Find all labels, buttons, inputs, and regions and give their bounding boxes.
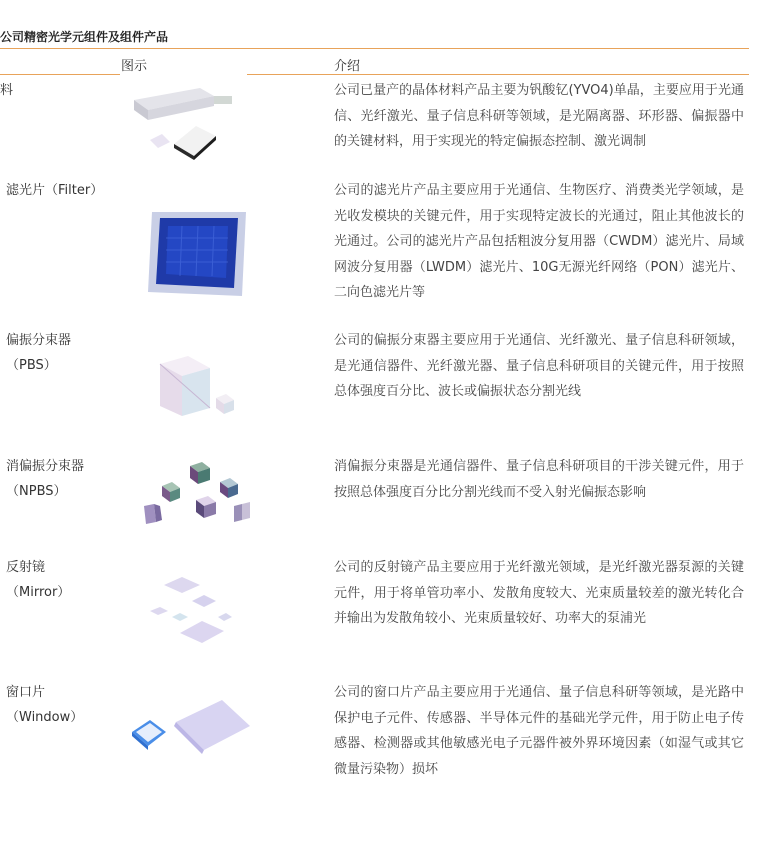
product-name-en: （Mirror） xyxy=(6,585,71,600)
header-divider-right xyxy=(247,74,749,75)
product-description: 公司的滤光片产品主要应用于光通信、生物医疗、消费类光学领域，是光收发模块的关键元件，用于实现特定波长的光通过，阻止其他波长的光通过。公司的滤光片产品包括粗波分复用器（CWDM）滤光片、局域网波分复用器（LWDM）滤光片、10G无源光纤网络（PON）滤光片、二向色滤光片等 xyxy=(334,183,744,300)
page-title: 公司精密光学元组件及组件产品 xyxy=(0,30,169,44)
column-header-description: 介绍 xyxy=(334,59,361,74)
npbs-cubes-icon xyxy=(130,456,250,546)
product-name-label: 窗口片 xyxy=(6,685,46,700)
product-name xyxy=(6,328,116,378)
pbs-cube-icon xyxy=(130,350,250,440)
product-description: 公司的窗口片产品主要应用于光通信、量子信息科研等领域，是光路中保护电子元件、传感器、半导体元件的基础光学元件，用于防止电子传感器、检测器或其他敏感光电子元器件被外界环境因素（如湿气或其它微量污染物）损坏 xyxy=(334,685,744,777)
product-name xyxy=(6,178,116,203)
product-description: 消偏振分束器是光通信器件、量子信息科研项目的干涉关键元件，用于按照总体强度百分比分割光线而不受入射光偏振态影响 xyxy=(334,459,744,500)
product-name xyxy=(6,555,116,605)
product-name-label: 偏振分束器 xyxy=(6,333,72,348)
product-name-en: （Window） xyxy=(6,710,84,725)
product-name xyxy=(6,680,116,730)
product-name xyxy=(0,78,110,103)
product-name-label: 滤光片（Filter） xyxy=(6,183,104,198)
product-name-label: 料 xyxy=(0,83,14,98)
product-name-en: （PBS） xyxy=(6,358,57,373)
product-name xyxy=(6,454,116,504)
window-plates-icon xyxy=(130,692,250,782)
product-name-label: 消偏振分束器 xyxy=(6,459,85,474)
header-divider-left xyxy=(0,74,120,75)
top-divider xyxy=(0,48,749,49)
product-name-en: （NPBS） xyxy=(6,484,67,499)
column-header-image: 图示 xyxy=(121,59,148,74)
crystal-plates-icon xyxy=(130,86,250,176)
product-description: 公司的偏振分束器主要应用于光通信、光纤激光、量子信息科研领域，是光通信器件、光纤激光器、量子信息科研项目的关键元件，用于按照总体强度百分比、波长或偏振状态分割光线 xyxy=(334,333,744,399)
product-description: 公司已量产的晶体材料产品主要为钒酸钇(YVO4)单晶，主要应用于光通信、光纤激光、量子信息科研等领域，是光隔离器、环形器、偏振器中的关键材料，用于实现光的特定偏振态控制、激光调制 xyxy=(334,83,744,149)
filter-icon xyxy=(130,208,250,298)
product-name-label: 反射镜 xyxy=(6,560,46,575)
product-description: 公司的反射镜产品主要应用于光纤激光领域，是光纤激光器泵源的关键元件，用于将单管功率小、发散角度较大、光束质量较差的激光转化合并输出为发散角较小、光束质量较好、功率大的泵浦光 xyxy=(334,560,744,626)
mirror-plates-icon xyxy=(130,575,250,665)
